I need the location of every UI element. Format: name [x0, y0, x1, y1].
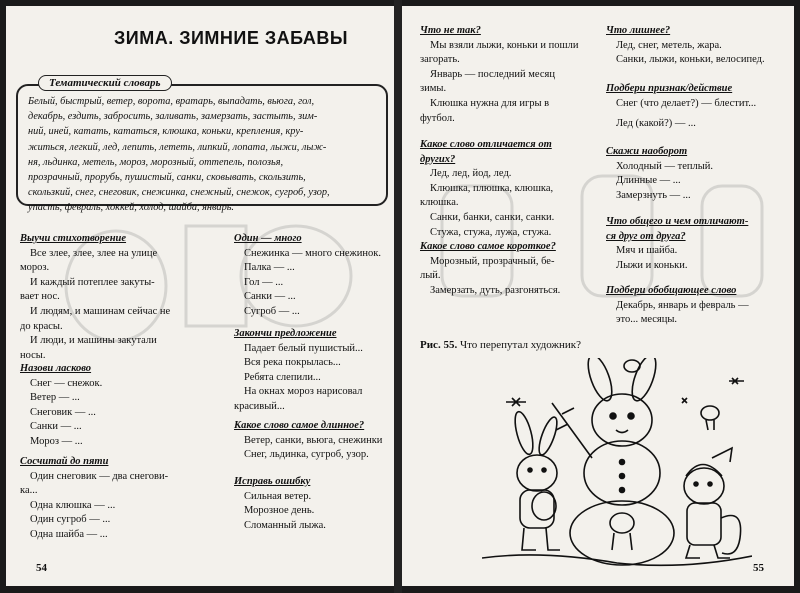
text-line: Сломанный лыжа.	[244, 519, 326, 531]
vocab-line: декабрь, ездить, забросить, заливать, замерзать, застыть, зим-	[28, 111, 318, 123]
text-line: Лед, лед, йод, лед.	[430, 168, 512, 180]
finish-section	[234, 327, 392, 415]
text-line: Палка — ...	[244, 262, 295, 274]
page-title: ЗИМА. ЗИМНИЕ ЗАБАВЫ	[114, 28, 349, 48]
count-section	[20, 455, 225, 543]
poem-section	[20, 232, 225, 363]
text-line: Сугроб — ...	[244, 305, 300, 317]
text-line: И каждый потеплее закуты-	[30, 276, 155, 288]
text-line: до красы.	[20, 320, 63, 332]
general-section	[606, 284, 786, 328]
text-line: Длинные — ...	[616, 175, 681, 187]
text-line: Снег (что делает?) — блестит...	[616, 97, 757, 109]
text-line: футбол.	[420, 112, 455, 124]
text-line: вает нос.	[20, 291, 60, 303]
vocabulary-label: Тематический словарь	[38, 75, 172, 91]
text-line: Один сугроб — ...	[30, 514, 111, 526]
text-line: ка...	[20, 485, 38, 497]
text-line: Снежинка — много снежинок.	[244, 247, 381, 259]
text-line: Одна клюшка — ...	[30, 499, 116, 511]
text-line: Замерзать, дуть, разгоняться.	[430, 284, 561, 296]
vocab-line: скользкий, снег, снеговик, снежинка, снежный, снежок, сугроб, узор,	[28, 187, 330, 199]
section-heading: Назови ласково	[20, 363, 92, 374]
longest-section	[234, 419, 392, 463]
text-line: Снег, льдинка, сугроб, узор.	[244, 449, 369, 461]
section-heading: Какое слово отличается от	[420, 139, 552, 150]
section-heading: Что лишнее?	[606, 25, 671, 36]
text-line: клюшка.	[420, 197, 459, 209]
text-line: носы.	[20, 349, 46, 361]
extra-section	[606, 24, 786, 68]
vocab-line: ний, иней, катать, кататься, клюшка, коньки, крепления, кру-	[28, 126, 304, 138]
text-line: Санки, лыжи, коньки, велосипед.	[616, 54, 765, 66]
section-heading: Один — много	[234, 233, 302, 244]
text-line: Ветер, санки, вьюга, снежинки	[244, 434, 383, 446]
tender-section	[20, 362, 225, 450]
text-line: Санки, банки, санки, санки.	[430, 211, 555, 223]
one-many-section	[234, 232, 392, 320]
text-line: Стужа, стужа, лужа, стужа.	[430, 226, 552, 238]
vocabulary-box	[16, 77, 388, 214]
text-line: Январь — последний месяц	[430, 68, 555, 80]
figure-caption-text: Что перепутал художник?	[459, 339, 582, 351]
section-heading: Что не так?	[420, 25, 481, 36]
text-line: Мяч и шайба.	[616, 245, 678, 257]
text-line: загорать.	[420, 54, 460, 66]
vocab-line: житься, легкий, лед, лепить, лететь, липкий, лопата, лыжи, лыж-	[28, 141, 327, 153]
section-heading: Выучи стихотворение	[20, 233, 127, 244]
page-number: 55	[753, 562, 764, 574]
text-line: Падает белый пушистый...	[244, 342, 363, 354]
section-heading: Подбери обобщающее слово	[606, 285, 737, 296]
shortest-section	[420, 240, 600, 298]
fix-section	[234, 475, 392, 533]
text-line: Клюшка, плюшка, клюшка,	[430, 182, 554, 194]
text-line: Санки — ...	[244, 291, 296, 303]
snowman-illustration	[482, 358, 752, 568]
section-heading: Какое слово самое длинное?	[234, 420, 365, 431]
text-line: Клюшка нужна для игры в	[430, 97, 550, 109]
text-line: Сильная ветер.	[244, 490, 312, 502]
text-line: красивый...	[234, 400, 285, 412]
text-line: Холодный — теплый.	[616, 160, 714, 172]
text-line: Снег — снежок.	[30, 377, 103, 389]
text-line: Замерзнуть — ...	[616, 189, 691, 201]
text-line: Одна шайба — ...	[30, 528, 108, 540]
book-gutter	[394, 0, 402, 593]
text-line: Все злее, злее, злее на улице	[30, 247, 158, 259]
text-line: лый.	[420, 270, 441, 282]
right-page	[402, 6, 794, 586]
section-heading: Сосчитай до пяти	[20, 456, 109, 467]
wrong-section	[420, 24, 600, 126]
text-line: Снеговик — ...	[30, 406, 96, 418]
text-line: зимы.	[420, 83, 447, 95]
vocab-line: ня, льдинка, метель, мороз, морозный, оттепель, полозья,	[28, 156, 284, 168]
section-heading: Скажи наоборот	[606, 146, 688, 157]
vocab-line: Белый, быстрый, ветер, ворота, вратарь, выпадать, вьюга, гол,	[28, 96, 315, 107]
text-line: Морозное день.	[244, 505, 315, 517]
figure-caption	[420, 339, 581, 351]
page-number: 54	[36, 562, 47, 574]
text-line: Ветер — ...	[30, 392, 80, 404]
text-line: Санки — ...	[30, 421, 82, 433]
text-line: Один снеговик — два снегови-	[30, 470, 169, 482]
common-section	[606, 215, 786, 273]
section-heading: Исправь ошибку	[234, 476, 311, 487]
text-line: Мороз — ...	[30, 435, 83, 447]
vocab-line: упасть, февраль, хоккей, холод, шайба, январь.	[28, 202, 234, 214]
section-heading: Какое слово самое короткое?	[420, 241, 556, 252]
vocab-line: прозрачный, прорубь, пушистый, санки, сковывать, скользить,	[28, 172, 306, 184]
section-heading: других?	[420, 153, 456, 165]
vocabulary-text	[28, 94, 378, 216]
text-line: Лед, снег, метель, жара.	[616, 39, 722, 51]
text-line: И людям, и машинам сейчас не	[30, 305, 171, 317]
left-page	[6, 6, 394, 586]
text-line: это... месяцы.	[616, 314, 678, 326]
text-line: Лед (какой?) — ...	[616, 118, 696, 130]
section-heading: Подбери признак/действие	[606, 83, 733, 94]
text-line: И люди, и машины закутали	[30, 335, 157, 347]
section-heading: Что общего и чем отличают-	[606, 216, 749, 227]
text-line: Морозный, прозрачный, бе-	[430, 255, 555, 267]
text-line: Ребята слепили...	[244, 371, 321, 383]
figure-number: Рис. 55.	[420, 339, 458, 351]
section-heading: Закончи предложение	[234, 328, 337, 339]
section-heading: ся друг от друга?	[606, 230, 686, 242]
attr-section	[606, 82, 786, 132]
text-line: Декабрь, январь и февраль —	[616, 299, 749, 311]
text-line: Гол — ...	[244, 276, 284, 288]
diff-section	[420, 138, 600, 240]
text-line: Мы взяли лыжи, коньки и пошли	[430, 39, 579, 51]
text-line: мороз.	[20, 262, 50, 274]
opposite-section	[606, 145, 786, 203]
text-line: На окнах мороз нарисовал	[244, 386, 363, 398]
text-line: Вся река покрылась...	[244, 357, 341, 369]
text-line: Лыжи и коньки.	[616, 259, 688, 271]
